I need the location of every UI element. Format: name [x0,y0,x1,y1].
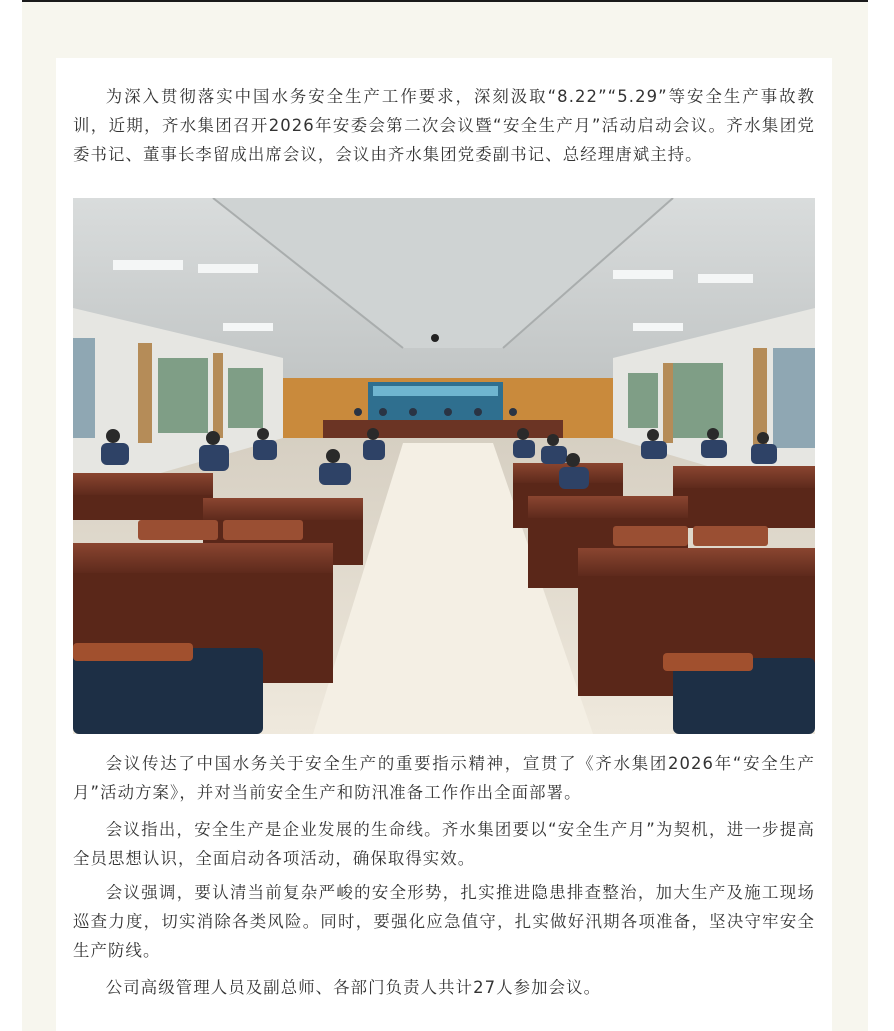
meeting-photo [73,198,815,734]
paragraph-intro: 为深入贯彻落实中国水务安全生产工作要求，深刻汲取“8.22”“5.29”等安全生产事故教训，近期，齐水集团召开2026年安委会第二次会议暨“安全生产月”活动启动会议。齐水集团党委书记、董事长李留成出席会议，会议由齐水集团党委副书记、总经理唐斌主持。 [73,87,815,164]
paragraph-spirit: 会议传达了中国水务关于安全生产的重要指示精神，宣贯了《齐水集团2026年“安全生产月”活动方案》，并对当前安全生产和防汛准备工作作出全面部署。 [73,754,815,802]
paragraph-points: 会议指出，安全生产是企业发展的生命线。齐水集团要以“安全生产月”为契机，进一步提高全员思想认识，全面启动各项活动，确保取得实效。 [73,820,815,868]
paragraph-emphasis: 会议强调，要认清当前复杂严峻的安全形势，扎实推进隐患排查整治，加大生产及施工现场巡查力度，切实消除各类风险。同时，要强化应急值守，扎实做好汛期各项准备，坚决守牢安全生产防线。 [73,883,815,960]
paragraph-attendees: 公司高级管理人员及副总师、各部门负责人共计27人参加会议。 [105,978,602,997]
meeting-room-photo-icon [73,198,815,734]
